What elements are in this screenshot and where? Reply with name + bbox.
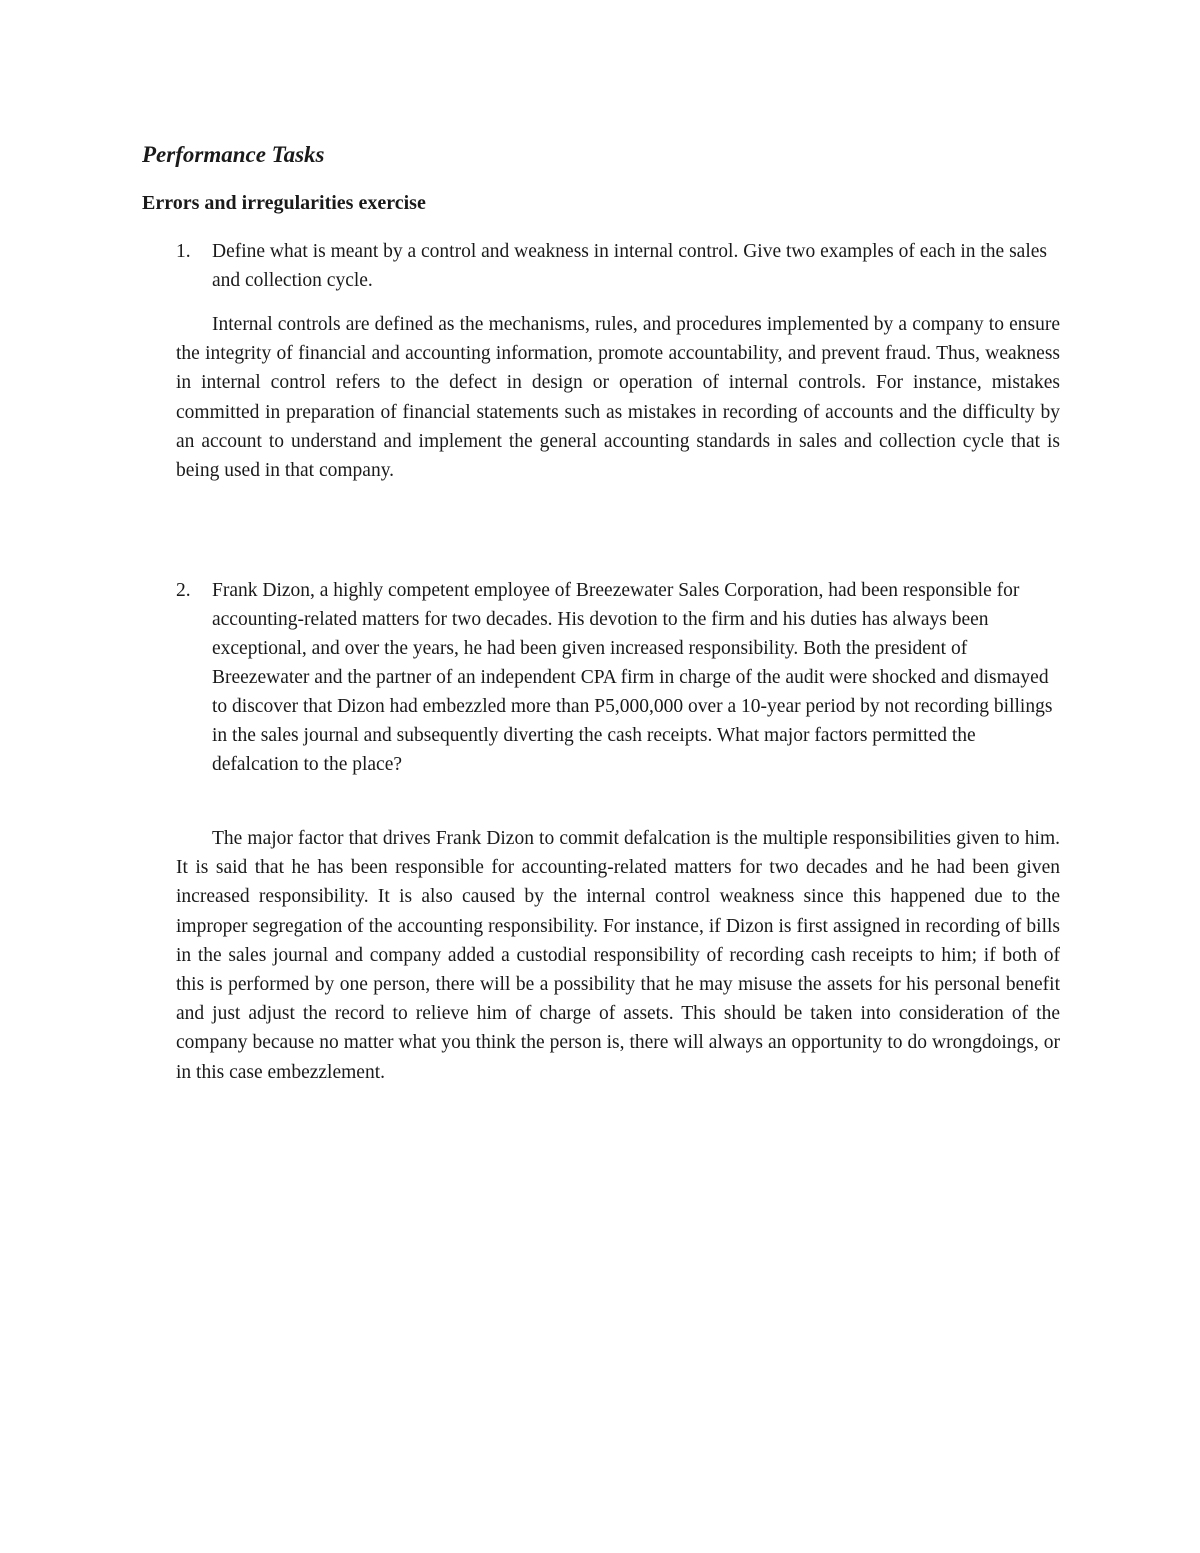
answer-2: The major factor that drives Frank Dizon to commit defalcation is the multiple responsibilities given to him. It is said that he has been responsible for accounting-related matters for two decades and he had been given increased responsibility. It is also caused by the internal control weakness since this happened due to the improper segregation of the accounting responsibility. For instance, if Dizon is first assigned in recording of bills in the sales journal and company added a custodial responsibility of recording cash receipts to him; if both of this is performed by one person, there will be a possibility that he may misuse the assets for his personal benefit and just adjust the record to relieve him of charge of assets. This should be taken into consideration of the company because no matter what you think the person is, there will always an opportunity to do wrongdoings, or in this case embezzlement. [176,828,1060,1083]
section-subtitle: Errors and irregularities exercise [142,192,426,214]
question-text: Define what is meant by a control and weakness in internal control. Give two examples of each in the sales and collection cycle. [212,241,1047,291]
page-title: Performance Tasks [142,142,325,167]
question-text: Frank Dizon, a highly competent employee of Breezewater Sales Corporation, had been responsible for accounting-related matters for two decades. His devotion to the firm and his duties has always been exceptional, and over the years, he had been given increased responsibility. Both the president of Breezewater and the partner of an independent CPA firm in charge of the audit were shocked and dismayed to discover that Dizon had embezzled more than P5,000,000 over a 10-year period by not recording billings in the sales journal and subsequently diverting the cash receipts. What major factors permitted the defalcation to the place? [212,580,1053,775]
answer-1: Internal controls are defined as the mechanisms, rules, and procedures implemented by a company to ensure the integrity of financial and accounting information, promote accountability, and prevent fraud. Thus, weakness in internal control refers to the defect in design or operation of internal controls. For instance, mistakes committed in preparation of financial statements such as mistakes in recording of accounts and the difficulty by an account to understand and implement the general accounting standards in sales and collection cycle that is being used in that company. [176,314,1060,482]
question-number: 2. [176,580,191,601]
question-number: 1. [176,241,191,262]
question-2 [176,576,1056,779]
question-1 [176,237,1056,295]
